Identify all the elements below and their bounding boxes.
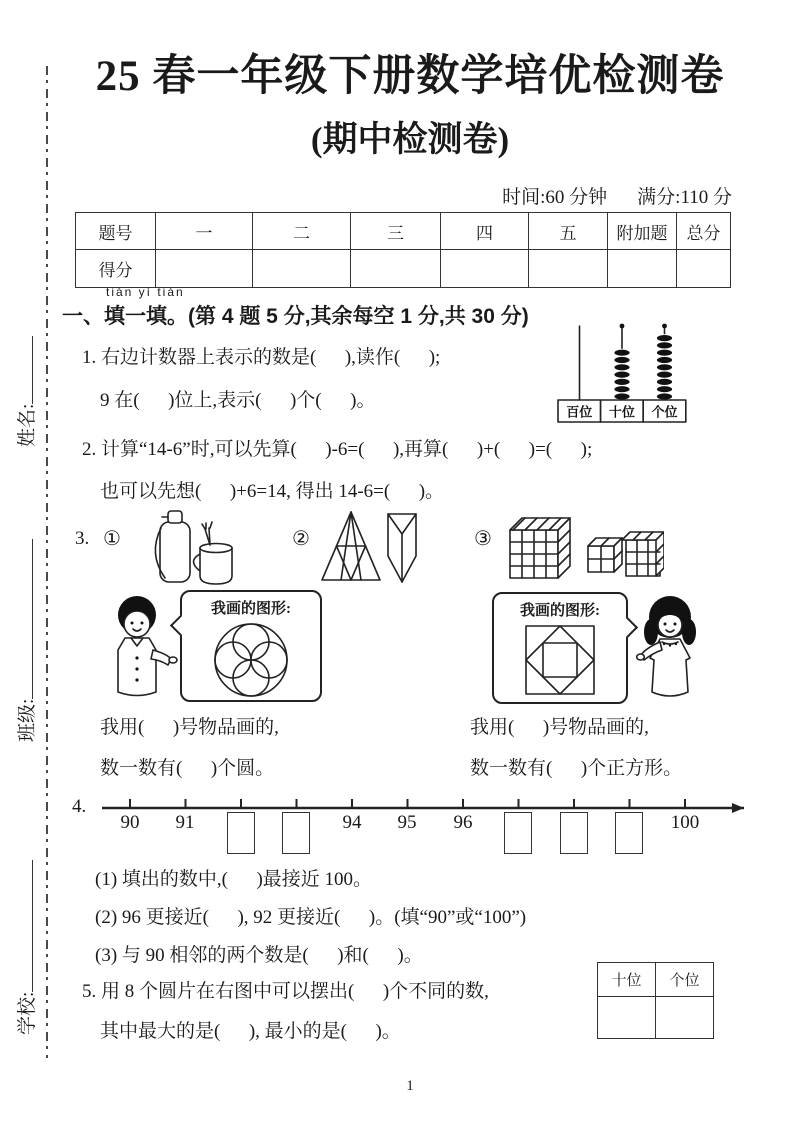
section1-pinyin: tián yì tián [106,285,185,299]
score-table-score-row [76,250,731,288]
q4-sub2: (2) 96 更接近( ), 92 更接近( )。(填“90”或“100”) [95,907,527,928]
section1-note: (第 4 题 5 分,其余每空 1 分,共 30 分) [188,305,529,328]
q3-number: 3. [75,528,90,549]
q4-sub1: (1) 填出的数中,( )最接近 100。 [95,869,373,890]
score-header-cell: 四 [441,213,529,250]
tick-label-95: 95 [397,812,417,833]
score-empty-cell [441,250,529,288]
q2-line2: 也可以先想( )+6=14, 得出 14-6=( )。 [100,481,445,502]
ones-empty-cell [656,997,714,1039]
boy-speech-bubble [180,590,322,702]
name-blank-line [18,336,33,404]
score-empty-cell [253,250,351,288]
time-info: 时间:60 分钟 [502,187,608,208]
tick-label-96: 96 [453,812,473,833]
answer-box-92 [227,812,255,854]
counter-icon [556,320,688,424]
section1-word-wrap [104,285,188,330]
q1-line2: 9 在( )位上,表示( )个( )。 [100,390,376,411]
score-header-cell: 一 [156,213,253,250]
counter-ones-label: 个位 [651,404,678,420]
squares-design-icon [522,622,598,698]
name-label: 姓名: [17,403,38,447]
q1-line1: 1. 右边计数器上表示的数是( ),读作( ); [82,347,441,368]
score-header-cell: 五 [529,213,608,250]
page-subtitle: (期中检测卷) [310,120,510,159]
school-blank-line [18,860,33,992]
place-value-table [597,962,714,1039]
boy-avatar [95,594,180,706]
margin-school-field [12,860,39,1035]
margin-class-field [12,539,39,742]
q3-right-line2: 数一数有( )个正方形。 [470,758,683,779]
q3-marker3: ③ [474,528,492,550]
exam-info-line [60,182,732,209]
place-value-header-row [598,963,714,997]
score-header-cell: 二 [253,213,351,250]
q3-right-line1: 我用( )号物品画的, [470,717,649,738]
q4-number: 4. [72,796,87,817]
pyramid-and-prism-icon [320,508,420,590]
medium-cube [622,532,664,576]
tens-header-cell: 十位 [598,963,656,997]
counter-tens-label: 十位 [608,404,635,420]
q2-line1: 2. 计算“14-6”时,可以先算( )-6=( ),再算( )+( )=( ); [82,439,593,460]
score-empty-cell [529,250,608,288]
class-label: 班级: [17,698,38,742]
section1-heading [62,285,529,330]
tick-label-94: 94 [342,812,362,833]
boy-bubble-title: 我画的图形: [211,601,291,617]
tick-label-90: 90 [120,812,140,833]
margin-name-field [12,336,39,447]
q5-line2: 其中最大的是( ), 最小的是( )。 [100,1021,401,1042]
page-title: 25 春一年级下册数学培优检测卷 [95,53,725,100]
score-header-cell: 附加题 [608,213,677,250]
place-value-empty-row [598,997,714,1039]
answer-box-97 [504,812,532,854]
girl-avatar [634,594,706,706]
section1-prefix: 一、 [62,305,104,328]
q3-left-line2: 数一数有( )个圆。 [100,758,275,779]
school-label: 学校: [17,991,38,1035]
small-cube [588,538,622,572]
answer-box-93 [282,812,310,854]
fold-dash-line [46,66,48,1058]
tick-label-91: 91 [175,812,195,833]
girl-bubble-title: 我画的图形: [520,603,600,619]
score-table-header-row [76,213,731,250]
number-line [62,792,762,868]
counter-hundreds-label: 百位 [566,404,593,420]
answer-box-99 [615,812,643,854]
score-header-cell: 三 [351,213,441,250]
q5-line1: 5. 用 8 个圆片在右图中可以摆出( )个不同的数, [82,981,489,1002]
score-empty-cell [156,250,253,288]
score-row-label: 得分 [76,250,156,288]
tick-label-100: 100 [670,812,700,833]
score-empty-cell [608,250,677,288]
big-cube [510,518,570,578]
score-empty-cell [677,250,731,288]
q3-marker1: ① [103,528,121,550]
q4-sub3: (3) 与 90 相邻的两个数是( )和( )。 [95,945,423,966]
circles-design-icon [211,620,291,700]
thermos-and-mug-icon [138,506,240,592]
answer-box-98 [560,812,588,854]
q3-marker2: ② [292,528,310,550]
page-number: 1 [406,1078,414,1094]
cubes-icon [502,510,664,588]
q3-left-line1: 我用( )号物品画的, [100,717,279,738]
tens-empty-cell [598,997,656,1039]
score-empty-cell [351,250,441,288]
ones-header-cell: 个位 [656,963,714,997]
score-info: 满分:110 分 [637,187,732,208]
score-table [75,212,731,288]
score-header-cell: 总分 [677,213,731,250]
class-blank-line [18,539,33,699]
score-header-cell: 题号 [76,213,156,250]
section1-word: 填一填。 [104,305,188,328]
girl-speech-bubble [492,592,628,704]
